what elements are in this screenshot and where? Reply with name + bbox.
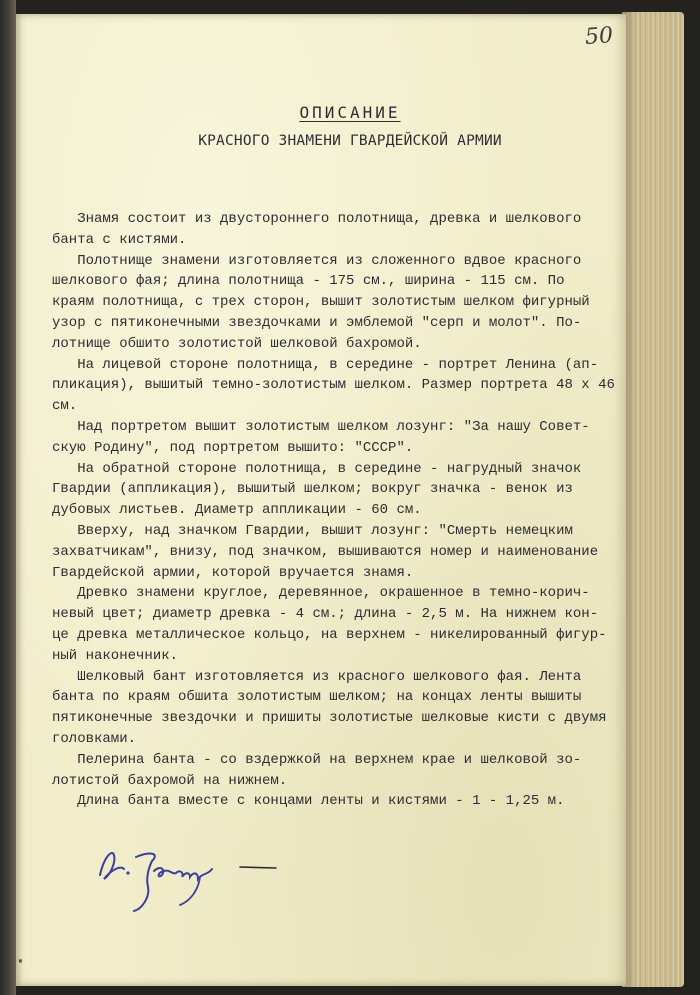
text-line: лотистой бахромой на нижнем. bbox=[52, 772, 288, 789]
text-line: головками. bbox=[52, 730, 137, 747]
text-line: краям полотнища, с трех сторон, вышит золотистым шелком фигурный bbox=[52, 294, 590, 311]
text-line: шелкового фая; длина полотнища - 175 см., ширина - 115 см. По bbox=[52, 273, 565, 290]
document-body bbox=[52, 209, 615, 812]
text-line: Знамя состоит из двустороннего полотнища, древка и шелкового bbox=[52, 211, 582, 227]
text-line: Древко знамени круглое, деревянное, окрашенное в темно-корич- bbox=[52, 585, 590, 602]
text-line: скую Родину", под портретом вышито: "СССР". bbox=[52, 439, 414, 456]
text-line: узор с пятиконечными звездочками и эмблемой "серп и молот". По- bbox=[52, 314, 582, 331]
page-number: 50 bbox=[584, 23, 614, 50]
text-line: Над портретом вышит золотистым шелком лозунг: "За нашу Совет- bbox=[52, 418, 590, 435]
document-title bbox=[0, 103, 700, 122]
text-line: Пелерина банта - со вздержкой на верхнем крае и шелковой зо- bbox=[52, 751, 582, 768]
page-edges bbox=[622, 12, 684, 987]
text-line: Длина банта вместе с концами ленты и кистями - 1 - 1,25 м. bbox=[52, 793, 565, 810]
text-line: лотнище обшито золотистой шелковой бахромой. bbox=[52, 335, 422, 352]
text-line: Гвардии (аппликация), вышитый шелком; вокруг значка - венок из bbox=[52, 481, 573, 498]
text-line: На лицевой стороне полотнища, в середине - портрет Ленина (ап- bbox=[52, 356, 599, 373]
text-line: Полотнище знамени изготовляется из сложенного вдвое красного bbox=[52, 252, 582, 269]
margin-mark: ▪ bbox=[18, 956, 23, 965]
book-binding bbox=[0, 0, 16, 995]
text-line: ный наконечник. bbox=[52, 647, 179, 664]
text-line: пятиконечные звездочки и пришиты золотистые шелковые кисти с двумя bbox=[52, 710, 607, 727]
text-line: невый цвет; диаметр древка - 4 см.; длина - 2,5 м. На нижнем кон- bbox=[52, 606, 599, 623]
text-line: Вверху, над значком Гвардии, вышит лозунг: "Смерть немецким bbox=[52, 522, 573, 539]
text-line: дубовых листьев. Диаметр аппликации - 60 см. bbox=[52, 502, 422, 519]
text-line: см. bbox=[52, 398, 78, 415]
text-line: бaнтa с кистями. bbox=[52, 231, 187, 248]
document-subtitle: КРАСНОГО ЗНАМЕНИ ГВАРДЕЙСКОЙ АРМИИ bbox=[198, 133, 502, 149]
text-line: банта по краям обшита золотистым шелком; на концах ленты вышиты bbox=[52, 689, 582, 706]
document-title-text: ОПИСАНИЕ bbox=[299, 103, 401, 122]
handwritten-signature bbox=[90, 835, 280, 915]
text-line: це древка металлическое кольцо, на верхнем - никелированный фигур- bbox=[52, 626, 607, 643]
text-line: пликация), вышитый темно-золотистым шелком. Размер портрета 48 х 46 bbox=[52, 377, 615, 394]
text-line: захватчикам", внизу, под значком, вышиваются номер и наименование bbox=[52, 543, 599, 560]
text-line: Шелковый бант изготовляется из красного шелкового фая. Лента bbox=[52, 668, 582, 685]
text-line: Гвардейской армии, которой вручается знамя. bbox=[52, 564, 414, 581]
text-line: На обратной стороне полотнища, в середине - нагрудный значок bbox=[52, 460, 582, 477]
